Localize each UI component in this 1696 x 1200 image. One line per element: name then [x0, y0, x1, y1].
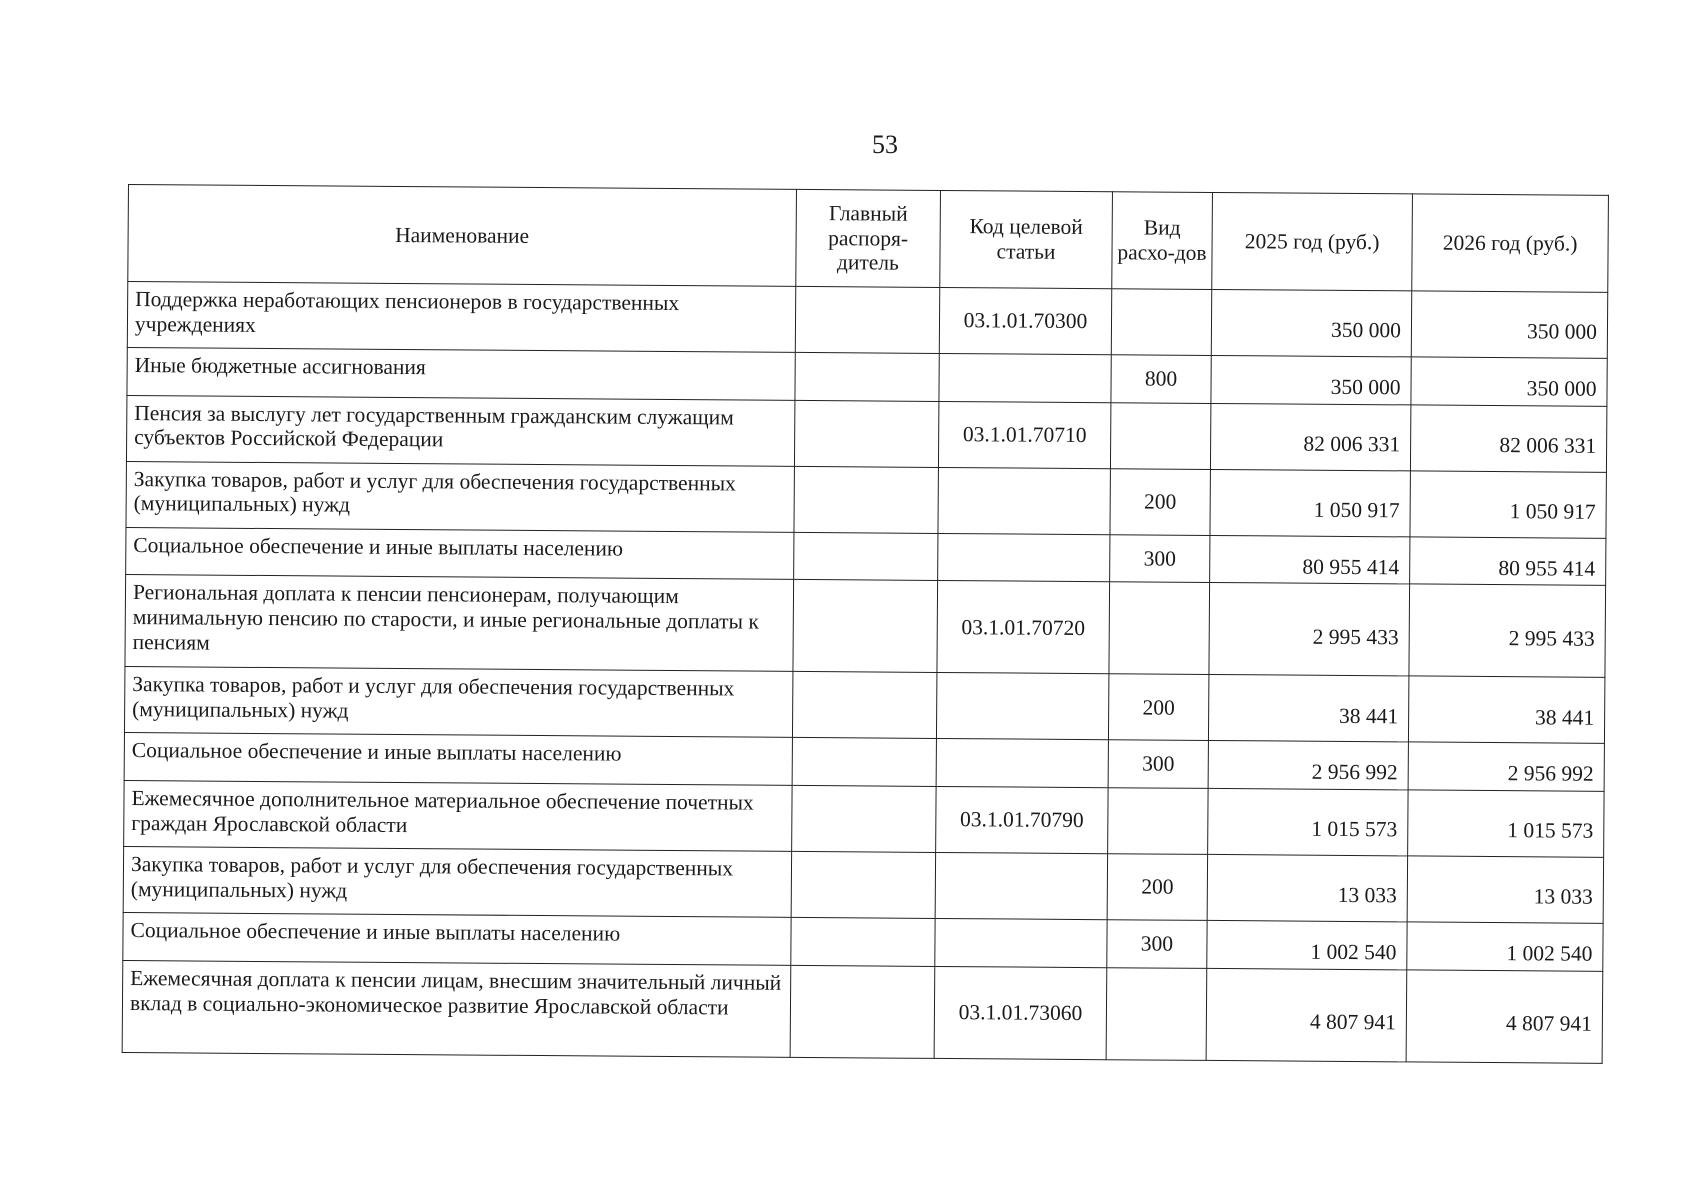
row-2025-cell: 1 050 917: [1210, 469, 1410, 536]
header-2026: 2026 год (руб.): [1412, 194, 1609, 292]
row-code-cell: 03.1.01.70790: [936, 787, 1108, 854]
row-kind-cell: 300: [1110, 534, 1210, 582]
budget-table-container: [122, 184, 1608, 1064]
row-code-cell: 03.1.01.73060: [934, 966, 1107, 1059]
row-kind-cell: [1110, 402, 1210, 469]
row-2025-cell: 2 995 433: [1209, 583, 1410, 676]
table-row: [122, 960, 1603, 1063]
row-name-cell: Иные бюджетные ассигнования: [127, 347, 795, 400]
row-kind-cell: 200: [1110, 468, 1210, 535]
row-name-cell: Социальное обеспечение и иные выплаты населению: [123, 913, 791, 966]
row-code-cell: [938, 467, 1110, 534]
row-kind-cell: 800: [1111, 355, 1211, 403]
row-2026-cell: 2 995 433: [1409, 584, 1606, 677]
row-name-cell: Ежемесячная доплата к пенсии лицам, внесшим значительный личный вклад в социально-экономическое развитие Ярославской области: [122, 960, 791, 1057]
row-2026-cell: 350 000: [1411, 291, 1607, 358]
row-admin-cell: [792, 738, 936, 787]
row-kind-cell: [1106, 968, 1207, 1061]
table-row: [124, 781, 1604, 858]
row-code-cell: 03.1.01.70300: [939, 287, 1111, 354]
row-admin-cell: [795, 352, 939, 401]
row-2026-cell: 80 955 414: [1410, 537, 1606, 586]
row-kind-cell: 200: [1107, 854, 1207, 921]
row-name-cell: Закупка товаров, работ и услуг для обеспечения государственных (муниципальных) нужд: [124, 667, 792, 738]
row-admin-cell: [794, 400, 938, 467]
row-2025-cell: 4 807 941: [1206, 968, 1407, 1061]
row-2025-cell: 80 955 414: [1210, 535, 1410, 584]
row-2026-cell: 1 015 573: [1408, 790, 1604, 857]
table-row: [126, 395, 1606, 472]
row-code-cell: 03.1.01.70720: [937, 581, 1110, 674]
row-2026-cell: 2 956 992: [1408, 742, 1604, 791]
row-kind-cell: 300: [1107, 920, 1207, 968]
row-code-cell: [938, 533, 1110, 582]
row-2025-cell: 350 000: [1211, 355, 1411, 404]
page-number: 53: [872, 130, 898, 159]
row-2026-cell: 82 006 331: [1410, 405, 1606, 472]
table-row: [124, 667, 1604, 744]
table-row: [127, 282, 1607, 359]
row-name-cell: Региональная доплата к пенсии пенсионерам, получающим минимальную пенсию по старости, и иные региональные доплаты к пенсиям: [125, 575, 794, 672]
budget-table: [122, 184, 1609, 1064]
row-2025-cell: 13 033: [1207, 855, 1407, 922]
row-code-cell: [939, 353, 1111, 402]
row-name-cell: Закупка товаров, работ и услуг для обеспечения государственных (муниципальных) нужд: [123, 847, 791, 918]
row-2026-cell: 1 002 540: [1407, 922, 1603, 971]
table-row: [125, 575, 1606, 678]
row-2026-cell: 350 000: [1411, 357, 1607, 406]
row-name-cell: Социальное обеспечение и иные выплаты населению: [124, 733, 792, 786]
row-admin-cell: [795, 286, 939, 353]
row-2025-cell: 350 000: [1211, 289, 1411, 356]
row-kind-cell: [1111, 289, 1211, 356]
row-admin-cell: [792, 672, 936, 739]
table-row: [126, 461, 1606, 538]
row-name-cell: Пенсия за выслугу лет государственным гражданским служащим субъектов Российской Федерации: [126, 395, 794, 466]
row-admin-cell: [790, 965, 935, 1058]
header-code: Код целевой статьи: [940, 190, 1113, 288]
row-kind-cell: 300: [1108, 740, 1208, 788]
row-admin-cell: [791, 918, 935, 967]
row-2025-cell: 82 006 331: [1210, 403, 1410, 470]
row-admin-cell: [793, 580, 938, 673]
header-kind: Вид расхо-дов: [1112, 192, 1213, 290]
row-2025-cell: 2 956 992: [1208, 741, 1408, 790]
row-kind-cell: [1109, 582, 1210, 675]
header-name: Наименование: [128, 185, 797, 287]
row-2026-cell: 13 033: [1407, 856, 1603, 923]
row-code-cell: [936, 739, 1108, 788]
row-name-cell: Поддержка неработающих пенсионеров в государственных учреждениях: [127, 282, 795, 353]
row-admin-cell: [791, 852, 935, 919]
header-2025: 2025 год (руб.): [1212, 192, 1413, 290]
row-name-cell: Закупка товаров, работ и услуг для обеспечения государственных (муниципальных) нужд: [126, 461, 794, 532]
row-admin-cell: [794, 466, 938, 533]
row-name-cell: Ежемесячное дополнительное материальное обеспечение почетных граждан Ярославской области: [124, 781, 792, 852]
row-admin-cell: [794, 532, 938, 581]
row-2025-cell: 1 015 573: [1208, 789, 1408, 856]
row-2025-cell: 38 441: [1208, 675, 1408, 742]
row-code-cell: 03.1.01.70710: [938, 401, 1110, 468]
row-2026-cell: 1 050 917: [1410, 471, 1606, 538]
table-header-row: [128, 185, 1609, 293]
row-admin-cell: [792, 786, 936, 853]
row-kind-cell: 200: [1108, 674, 1208, 741]
row-name-cell: Социальное обеспечение и иные выплаты населению: [126, 527, 794, 580]
row-code-cell: [936, 673, 1108, 740]
row-code-cell: [935, 853, 1107, 920]
row-2026-cell: 4 807 941: [1406, 970, 1603, 1063]
row-code-cell: [935, 919, 1107, 968]
row-kind-cell: [1108, 788, 1208, 855]
table-row: [123, 847, 1603, 924]
row-2025-cell: 1 002 540: [1207, 921, 1407, 970]
header-admin: Главный распоря-дитель: [796, 189, 941, 287]
row-2026-cell: 38 441: [1408, 676, 1604, 743]
